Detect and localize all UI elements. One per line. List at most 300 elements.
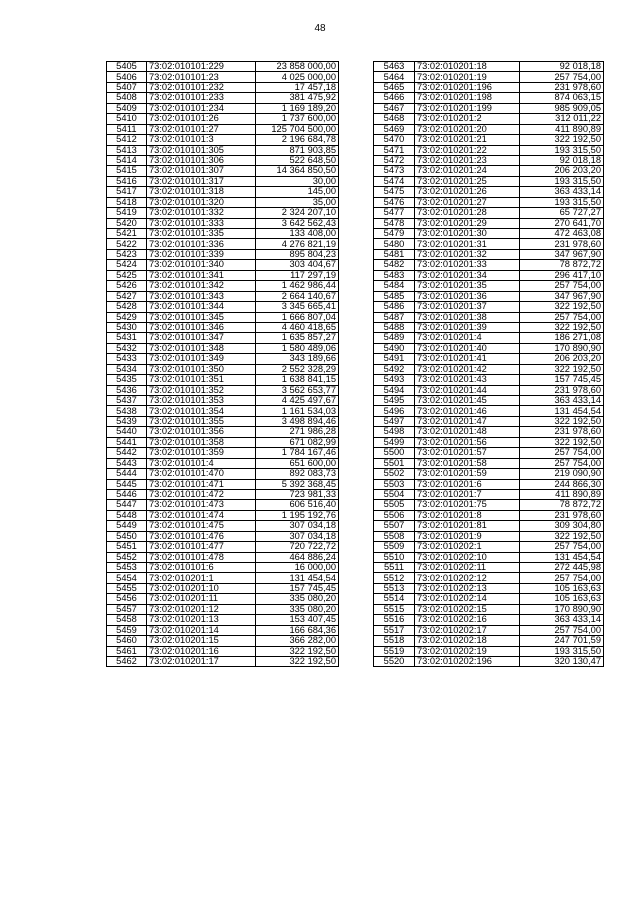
table-row bbox=[107, 145, 339, 155]
table-row bbox=[374, 542, 604, 552]
value-cell: 23 858 000,00 bbox=[256, 62, 339, 72]
value-cell: 247 701,59 bbox=[520, 636, 604, 646]
cadastral-number-cell: 73:02:010201:81 bbox=[415, 521, 520, 531]
value-cell: 720 722,72 bbox=[256, 542, 339, 552]
value-cell: 472 463,08 bbox=[520, 229, 604, 239]
table-row bbox=[107, 270, 339, 280]
row-number-cell: 5452 bbox=[107, 552, 147, 562]
row-number-cell: 5493 bbox=[374, 375, 415, 385]
value-cell: 231 978,60 bbox=[520, 82, 604, 92]
table-row bbox=[374, 72, 604, 82]
table-row bbox=[374, 176, 604, 186]
row-number-cell: 5435 bbox=[107, 375, 147, 385]
value-cell: 170 890,90 bbox=[520, 604, 604, 614]
cadastral-number-cell: 73:02:010201:42 bbox=[415, 364, 520, 374]
cadastral-number-cell: 73:02:010101:474 bbox=[147, 510, 256, 520]
table-row bbox=[107, 594, 339, 604]
value-cell: 14 364 850,50 bbox=[256, 166, 339, 176]
table-row bbox=[107, 260, 339, 270]
row-number-cell: 5490 bbox=[374, 343, 415, 353]
row-number-cell: 5448 bbox=[107, 510, 147, 520]
row-number-cell: 5487 bbox=[374, 312, 415, 322]
row-number-cell: 5429 bbox=[107, 312, 147, 322]
value-cell: 92 018,18 bbox=[520, 155, 604, 165]
cadastral-number-cell: 73:02:010101:473 bbox=[147, 500, 256, 510]
value-cell: 170 890,90 bbox=[520, 343, 604, 353]
table-row bbox=[107, 531, 339, 541]
table-row bbox=[107, 333, 339, 343]
value-cell: 335 080,20 bbox=[256, 604, 339, 614]
table-row bbox=[374, 500, 604, 510]
value-cell: 322 192,50 bbox=[520, 531, 604, 541]
row-number-cell: 5505 bbox=[374, 500, 415, 510]
table-row bbox=[374, 354, 604, 364]
row-number-cell: 5508 bbox=[374, 531, 415, 541]
cadastral-number-cell: 73:02:010201:7 bbox=[415, 489, 520, 499]
value-cell: 307 034,18 bbox=[256, 531, 339, 541]
cadastral-number-cell: 73:02:010201:30 bbox=[415, 229, 520, 239]
row-number-cell: 5517 bbox=[374, 625, 415, 635]
value-cell: 16 000,00 bbox=[256, 563, 339, 573]
cadastral-number-cell: 73:02:010201:36 bbox=[415, 291, 520, 301]
cadastral-number-cell: 73:02:010201:34 bbox=[415, 270, 520, 280]
value-cell: 17 457,18 bbox=[256, 82, 339, 92]
value-cell: 312 011,22 bbox=[520, 114, 604, 124]
row-number-cell: 5473 bbox=[374, 166, 415, 176]
table-row bbox=[374, 563, 604, 573]
table-row bbox=[107, 218, 339, 228]
table-row bbox=[374, 166, 604, 176]
cadastral-number-cell: 73:02:010201:22 bbox=[415, 145, 520, 155]
table-row bbox=[107, 604, 339, 614]
table-row bbox=[107, 364, 339, 374]
cadastral-number-cell: 73:02:010101:27 bbox=[147, 124, 256, 134]
cadastral-number-cell: 73:02:010101:234 bbox=[147, 103, 256, 113]
cadastral-number-cell: 73:02:010202:12 bbox=[415, 573, 520, 583]
table-row bbox=[374, 103, 604, 113]
row-number-cell: 5414 bbox=[107, 155, 147, 165]
table-row bbox=[374, 636, 604, 646]
table-row bbox=[374, 187, 604, 197]
cadastral-number-cell: 73:02:010201:23 bbox=[415, 155, 520, 165]
table-row bbox=[374, 218, 604, 228]
row-number-cell: 5480 bbox=[374, 239, 415, 249]
table-row bbox=[374, 427, 604, 437]
table-row bbox=[374, 510, 604, 520]
table-row bbox=[374, 145, 604, 155]
table-row bbox=[374, 291, 604, 301]
cadastral-number-cell: 73:02:010202:16 bbox=[415, 615, 520, 625]
row-number-cell: 5418 bbox=[107, 197, 147, 207]
value-cell: 363 433,14 bbox=[520, 615, 604, 625]
value-cell: 1 666 807,04 bbox=[256, 312, 339, 322]
value-cell: 322 192,50 bbox=[520, 364, 604, 374]
value-cell: 1 635 857,27 bbox=[256, 333, 339, 343]
row-number-cell: 5432 bbox=[107, 343, 147, 353]
cadastral-number-cell: 73:02:010202:1 bbox=[415, 542, 520, 552]
table-row bbox=[107, 542, 339, 552]
cadastral-number-cell: 73:02:010101:317 bbox=[147, 176, 256, 186]
table-row bbox=[107, 573, 339, 583]
row-number-cell: 5409 bbox=[107, 103, 147, 113]
cadastral-number-cell: 73:02:010201:196 bbox=[415, 82, 520, 92]
row-number-cell: 5450 bbox=[107, 531, 147, 541]
table-row bbox=[107, 322, 339, 332]
value-cell: 1 169 189,20 bbox=[256, 103, 339, 113]
cadastral-number-cell: 73:02:010201:18 bbox=[415, 62, 520, 72]
row-number-cell: 5483 bbox=[374, 270, 415, 280]
table-row bbox=[107, 229, 339, 239]
row-number-cell: 5479 bbox=[374, 229, 415, 239]
row-number-cell: 5484 bbox=[374, 281, 415, 291]
cadastral-number-cell: 73:02:010202:13 bbox=[415, 583, 520, 593]
table-row bbox=[107, 416, 339, 426]
cadastral-number-cell: 73:02:010201:58 bbox=[415, 458, 520, 468]
cadastral-number-cell: 73:02:010201:38 bbox=[415, 312, 520, 322]
row-number-cell: 5438 bbox=[107, 406, 147, 416]
row-number-cell: 5512 bbox=[374, 573, 415, 583]
value-cell: 35,00 bbox=[256, 197, 339, 207]
table-row bbox=[374, 114, 604, 124]
cadastral-number-cell: 73:02:010201:198 bbox=[415, 93, 520, 103]
table-row bbox=[107, 72, 339, 82]
value-cell: 522 648,50 bbox=[256, 155, 339, 165]
cadastral-number-cell: 73:02:010101:356 bbox=[147, 427, 256, 437]
row-number-cell: 5431 bbox=[107, 333, 147, 343]
value-cell: 871 903,85 bbox=[256, 145, 339, 155]
table-row bbox=[374, 135, 604, 145]
row-number-cell: 5515 bbox=[374, 604, 415, 614]
value-cell: 307 034,18 bbox=[256, 521, 339, 531]
table-row bbox=[107, 625, 339, 635]
table-row bbox=[374, 229, 604, 239]
cadastral-number-cell: 73:02:010202:10 bbox=[415, 552, 520, 562]
table-row bbox=[374, 333, 604, 343]
row-number-cell: 5499 bbox=[374, 437, 415, 447]
row-number-cell: 5447 bbox=[107, 500, 147, 510]
row-number-cell: 5506 bbox=[374, 510, 415, 520]
row-number-cell: 5425 bbox=[107, 270, 147, 280]
value-cell: 723 981,33 bbox=[256, 489, 339, 499]
row-number-cell: 5503 bbox=[374, 479, 415, 489]
value-cell: 231 978,60 bbox=[520, 510, 604, 520]
cadastral-number-cell: 73:02:010202:11 bbox=[415, 563, 520, 573]
cadastral-number-cell: 73:02:010101:341 bbox=[147, 270, 256, 280]
table-row bbox=[107, 197, 339, 207]
row-number-cell: 5468 bbox=[374, 114, 415, 124]
cadastral-number-cell: 73:02:010101:306 bbox=[147, 155, 256, 165]
row-number-cell: 5440 bbox=[107, 427, 147, 437]
right-register-table bbox=[373, 61, 604, 667]
value-cell: 3 642 562,43 bbox=[256, 218, 339, 228]
table-row bbox=[374, 416, 604, 426]
cadastral-number-cell: 73:02:010202:196 bbox=[415, 656, 520, 666]
cadastral-number-cell: 73:02:010201:28 bbox=[415, 208, 520, 218]
value-cell: 231 978,60 bbox=[520, 427, 604, 437]
row-number-cell: 5415 bbox=[107, 166, 147, 176]
cadastral-number-cell: 73:02:010201:19 bbox=[415, 72, 520, 82]
table-row bbox=[374, 531, 604, 541]
row-number-cell: 5460 bbox=[107, 636, 147, 646]
table-row bbox=[374, 155, 604, 165]
row-number-cell: 5410 bbox=[107, 114, 147, 124]
row-number-cell: 5442 bbox=[107, 448, 147, 458]
cadastral-number-cell: 73:02:010201:15 bbox=[147, 636, 256, 646]
value-cell: 193 315,50 bbox=[520, 197, 604, 207]
cadastral-number-cell: 73:02:010201:2 bbox=[415, 114, 520, 124]
row-number-cell: 5466 bbox=[374, 93, 415, 103]
value-cell: 65 727,27 bbox=[520, 208, 604, 218]
table-row bbox=[107, 656, 339, 666]
cadastral-number-cell: 73:02:010101:355 bbox=[147, 416, 256, 426]
value-cell: 335 080,20 bbox=[256, 594, 339, 604]
cadastral-number-cell: 73:02:010101:344 bbox=[147, 302, 256, 312]
value-cell: 157 745,45 bbox=[520, 375, 604, 385]
value-cell: 193 315,50 bbox=[520, 176, 604, 186]
table-row bbox=[107, 312, 339, 322]
row-number-cell: 5476 bbox=[374, 197, 415, 207]
cadastral-number-cell: 73:02:010201:1 bbox=[147, 573, 256, 583]
table-row bbox=[374, 270, 604, 280]
row-number-cell: 5417 bbox=[107, 187, 147, 197]
cadastral-number-cell: 73:02:010201:8 bbox=[415, 510, 520, 520]
row-number-cell: 5469 bbox=[374, 124, 415, 134]
value-cell: 105 163,63 bbox=[520, 594, 604, 604]
row-number-cell: 5501 bbox=[374, 458, 415, 468]
table-row bbox=[107, 406, 339, 416]
cadastral-number-cell: 73:02:010201:46 bbox=[415, 406, 520, 416]
row-number-cell: 5433 bbox=[107, 354, 147, 364]
value-cell: 322 192,50 bbox=[520, 437, 604, 447]
table-row bbox=[374, 604, 604, 614]
value-cell: 366 282,00 bbox=[256, 636, 339, 646]
value-cell: 4 025 000,00 bbox=[256, 72, 339, 82]
cadastral-number-cell: 73:02:010201:14 bbox=[147, 625, 256, 635]
table-row bbox=[374, 260, 604, 270]
row-number-cell: 5486 bbox=[374, 302, 415, 312]
row-number-cell: 5453 bbox=[107, 563, 147, 573]
value-cell: 3 562 653,77 bbox=[256, 385, 339, 395]
cadastral-number-cell: 73:02:010201:199 bbox=[415, 103, 520, 113]
row-number-cell: 5518 bbox=[374, 636, 415, 646]
row-number-cell: 5500 bbox=[374, 448, 415, 458]
row-number-cell: 5439 bbox=[107, 416, 147, 426]
cadastral-number-cell: 73:02:010201:35 bbox=[415, 281, 520, 291]
row-number-cell: 5421 bbox=[107, 229, 147, 239]
row-number-cell: 5436 bbox=[107, 385, 147, 395]
table-row bbox=[374, 302, 604, 312]
cadastral-number-cell: 73:02:010101:339 bbox=[147, 249, 256, 259]
table-row bbox=[107, 552, 339, 562]
cadastral-number-cell: 73:02:010101:470 bbox=[147, 469, 256, 479]
cadastral-number-cell: 73:02:010201:25 bbox=[415, 176, 520, 186]
value-cell: 1 462 986,44 bbox=[256, 281, 339, 291]
row-number-cell: 5457 bbox=[107, 604, 147, 614]
value-cell: 219 090,90 bbox=[520, 469, 604, 479]
row-number-cell: 5489 bbox=[374, 333, 415, 343]
cadastral-number-cell: 73:02:010101:478 bbox=[147, 552, 256, 562]
table-row bbox=[374, 239, 604, 249]
row-number-cell: 5520 bbox=[374, 656, 415, 666]
value-cell: 322 192,50 bbox=[520, 416, 604, 426]
row-number-cell: 5511 bbox=[374, 563, 415, 573]
cadastral-number-cell: 73:02:010201:47 bbox=[415, 416, 520, 426]
table-row bbox=[374, 479, 604, 489]
value-cell: 244 866,30 bbox=[520, 479, 604, 489]
value-cell: 4 460 418,65 bbox=[256, 322, 339, 332]
table-row bbox=[107, 469, 339, 479]
value-cell: 464 886,24 bbox=[256, 552, 339, 562]
table-row bbox=[374, 124, 604, 134]
cadastral-number-cell: 73:02:010201:43 bbox=[415, 375, 520, 385]
cadastral-number-cell: 73:02:010101:346 bbox=[147, 322, 256, 332]
value-cell: 4 425 497,67 bbox=[256, 396, 339, 406]
table-row bbox=[107, 427, 339, 437]
row-number-cell: 5406 bbox=[107, 72, 147, 82]
cadastral-number-cell: 73:02:010202:14 bbox=[415, 594, 520, 604]
cadastral-number-cell: 73:02:010101:348 bbox=[147, 343, 256, 353]
table-row bbox=[107, 396, 339, 406]
table-row bbox=[107, 636, 339, 646]
cadastral-number-cell: 73:02:010201:6 bbox=[415, 479, 520, 489]
cadastral-number-cell: 73:02:010101:349 bbox=[147, 354, 256, 364]
table-row bbox=[374, 208, 604, 218]
table-row bbox=[107, 448, 339, 458]
table-row bbox=[107, 291, 339, 301]
value-cell: 363 433,14 bbox=[520, 396, 604, 406]
table-row bbox=[107, 187, 339, 197]
table-row bbox=[107, 615, 339, 625]
value-cell: 117 297,19 bbox=[256, 270, 339, 280]
table-row bbox=[107, 93, 339, 103]
table-row bbox=[374, 197, 604, 207]
row-number-cell: 5502 bbox=[374, 469, 415, 479]
cadastral-number-cell: 73:02:010101:477 bbox=[147, 542, 256, 552]
row-number-cell: 5478 bbox=[374, 218, 415, 228]
value-cell: 320 130,47 bbox=[520, 656, 604, 666]
row-number-cell: 5407 bbox=[107, 82, 147, 92]
cadastral-number-cell: 73:02:010101:347 bbox=[147, 333, 256, 343]
value-cell: 3 498 894,46 bbox=[256, 416, 339, 426]
value-cell: 309 304,80 bbox=[520, 521, 604, 531]
cadastral-number-cell: 73:02:010101:307 bbox=[147, 166, 256, 176]
value-cell: 257 754,00 bbox=[520, 458, 604, 468]
row-number-cell: 5443 bbox=[107, 458, 147, 468]
cadastral-number-cell: 73:02:010201:12 bbox=[147, 604, 256, 614]
table-row bbox=[107, 646, 339, 656]
cadastral-number-cell: 73:02:010101:232 bbox=[147, 82, 256, 92]
value-cell: 296 417,10 bbox=[520, 270, 604, 280]
row-number-cell: 5494 bbox=[374, 385, 415, 395]
value-cell: 270 641,70 bbox=[520, 218, 604, 228]
cadastral-number-cell: 73:02:010201:48 bbox=[415, 427, 520, 437]
cadastral-number-cell: 73:02:010201:13 bbox=[147, 615, 256, 625]
row-number-cell: 5455 bbox=[107, 583, 147, 593]
value-cell: 231 978,60 bbox=[520, 385, 604, 395]
table-row bbox=[374, 458, 604, 468]
row-number-cell: 5427 bbox=[107, 291, 147, 301]
cadastral-number-cell: 73:02:010101:336 bbox=[147, 239, 256, 249]
table-row bbox=[107, 385, 339, 395]
value-cell: 2 196 684,78 bbox=[256, 135, 339, 145]
row-number-cell: 5445 bbox=[107, 479, 147, 489]
table-row bbox=[374, 312, 604, 322]
value-cell: 322 192,50 bbox=[256, 646, 339, 656]
cadastral-number-cell: 73:02:010101:343 bbox=[147, 291, 256, 301]
row-number-cell: 5510 bbox=[374, 552, 415, 562]
row-number-cell: 5422 bbox=[107, 239, 147, 249]
cadastral-number-cell: 73:02:010201:9 bbox=[415, 531, 520, 541]
value-cell: 363 433,14 bbox=[520, 187, 604, 197]
value-cell: 2 552 328,29 bbox=[256, 364, 339, 374]
row-number-cell: 5474 bbox=[374, 176, 415, 186]
table-row bbox=[107, 458, 339, 468]
table-row bbox=[374, 343, 604, 353]
value-cell: 30,00 bbox=[256, 176, 339, 186]
row-number-cell: 5454 bbox=[107, 573, 147, 583]
cadastral-number-cell: 73:02:010101:320 bbox=[147, 197, 256, 207]
table-row bbox=[107, 155, 339, 165]
value-cell: 322 192,50 bbox=[520, 135, 604, 145]
cadastral-number-cell: 73:02:010201:57 bbox=[415, 448, 520, 458]
row-number-cell: 5446 bbox=[107, 489, 147, 499]
cadastral-number-cell: 73:02:010202:19 bbox=[415, 646, 520, 656]
value-cell: 5 392 368,45 bbox=[256, 479, 339, 489]
table-row bbox=[374, 396, 604, 406]
row-number-cell: 5471 bbox=[374, 145, 415, 155]
cadastral-number-cell: 73:02:010201:17 bbox=[147, 656, 256, 666]
table-row bbox=[374, 552, 604, 562]
value-cell: 322 192,50 bbox=[520, 302, 604, 312]
value-cell: 206 203,20 bbox=[520, 166, 604, 176]
table-row bbox=[374, 62, 604, 72]
cadastral-number-cell: 73:02:010201:45 bbox=[415, 396, 520, 406]
cadastral-number-cell: 73:02:010201:21 bbox=[415, 135, 520, 145]
row-number-cell: 5412 bbox=[107, 135, 147, 145]
value-cell: 271 986,28 bbox=[256, 427, 339, 437]
table-row bbox=[107, 375, 339, 385]
row-number-cell: 5519 bbox=[374, 646, 415, 656]
value-cell: 895 804,23 bbox=[256, 249, 339, 259]
cadastral-number-cell: 73:02:010201:75 bbox=[415, 500, 520, 510]
value-cell: 78 872,72 bbox=[520, 260, 604, 270]
row-number-cell: 5467 bbox=[374, 103, 415, 113]
cadastral-number-cell: 73:02:010101:4 bbox=[147, 458, 256, 468]
value-cell: 671 082,99 bbox=[256, 437, 339, 447]
table-row bbox=[107, 343, 339, 353]
row-number-cell: 5459 bbox=[107, 625, 147, 635]
value-cell: 206 203,20 bbox=[520, 354, 604, 364]
value-cell: 272 445,98 bbox=[520, 563, 604, 573]
cadastral-number-cell: 73:02:010202:17 bbox=[415, 625, 520, 635]
value-cell: 157 745,45 bbox=[256, 583, 339, 593]
cadastral-number-cell: 73:02:010201:59 bbox=[415, 469, 520, 479]
row-number-cell: 5463 bbox=[374, 62, 415, 72]
table-row bbox=[374, 594, 604, 604]
table-row bbox=[107, 479, 339, 489]
right-table-body bbox=[374, 62, 604, 667]
value-cell: 186 271,08 bbox=[520, 333, 604, 343]
table-row bbox=[107, 354, 339, 364]
value-cell: 1 784 167,46 bbox=[256, 448, 339, 458]
cadastral-number-cell: 73:02:010201:40 bbox=[415, 343, 520, 353]
table-row bbox=[374, 521, 604, 531]
table-row bbox=[107, 114, 339, 124]
cadastral-number-cell: 73:02:010201:56 bbox=[415, 437, 520, 447]
cadastral-number-cell: 73:02:010201:16 bbox=[147, 646, 256, 656]
row-number-cell: 5423 bbox=[107, 249, 147, 259]
cadastral-number-cell: 73:02:010101:229 bbox=[147, 62, 256, 72]
